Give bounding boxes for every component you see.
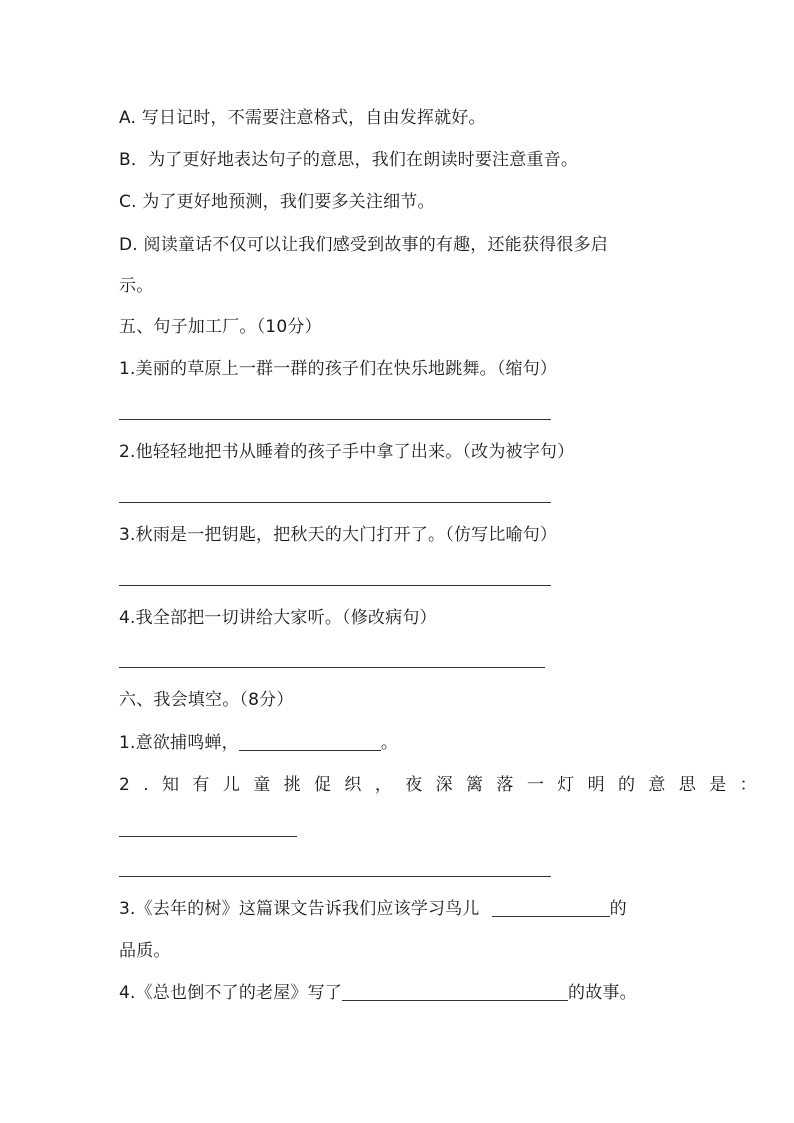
s5-question-2: 2.他轻轻地把书从睡着的孩子手中拿了出来。（改为被字句） [119,442,575,462]
s6-q3-prefix: 3.《去年的树》这篇课文告诉我们应该学习鸟儿 [119,899,480,919]
s6-q3-line2: 品质。 [119,941,171,961]
s6-q3-suffix: 的 [609,899,627,919]
section5-title: 五、句子加工厂。（10分） [119,317,322,337]
s6-q4-prefix: 4.《总也倒不了的老屋》写了 [119,983,343,1003]
s6-q1-blank[interactable] [239,732,381,751]
s6-q2-answer-line-1[interactable] [119,836,297,837]
s6-question-4 [119,981,637,1005]
s5-answer-line-1[interactable] [119,419,551,420]
option-c: C. 为了更好地预测，我们要多关注细节。 [119,192,435,212]
s5-question-3: 3.秋雨是一把钥匙，把秋天的大门打开了。（仿写比喻句） [119,525,558,545]
option-d-line2: 示。 [119,276,154,296]
s6-q4-suffix: 的故事。 [568,983,637,1003]
s5-answer-line-4[interactable] [119,667,545,668]
s5-question-1: 1.美丽的草原上一群一群的孩子们在快乐地跳舞。（缩句） [119,359,558,379]
s6-question-2: 2.知有儿童挑促织，夜深篱落一灯明的意思是： [119,775,771,795]
section6-title: 六、我会填空。（8分） [119,690,294,710]
s6-q1-prefix: 1.意欲捕鸣蝉， [119,733,239,753]
s5-question-4: 4.我全部把一切讲给大家听。（修改病句） [119,608,437,628]
option-a: A. 写日记时，不需要注意格式，自由发挥就好。 [119,108,486,128]
option-d-line1: D. 阅读童话不仅可以让我们感受到故事的有趣，还能获得很多启 [119,235,608,255]
option-b: B．为了更好地表达句子的意思，我们在朗读时要注意重音。 [119,150,579,170]
s6-question-3 [119,897,627,921]
s5-answer-line-2[interactable] [119,502,551,503]
s6-question-1 [119,731,398,755]
s5-answer-line-3[interactable] [119,585,551,586]
s6-q2-answer-line-2[interactable] [119,876,551,877]
s6-q4-blank[interactable] [342,982,568,1001]
s6-q3-blank[interactable] [492,898,610,917]
s6-q1-suffix: 。 [380,733,399,753]
